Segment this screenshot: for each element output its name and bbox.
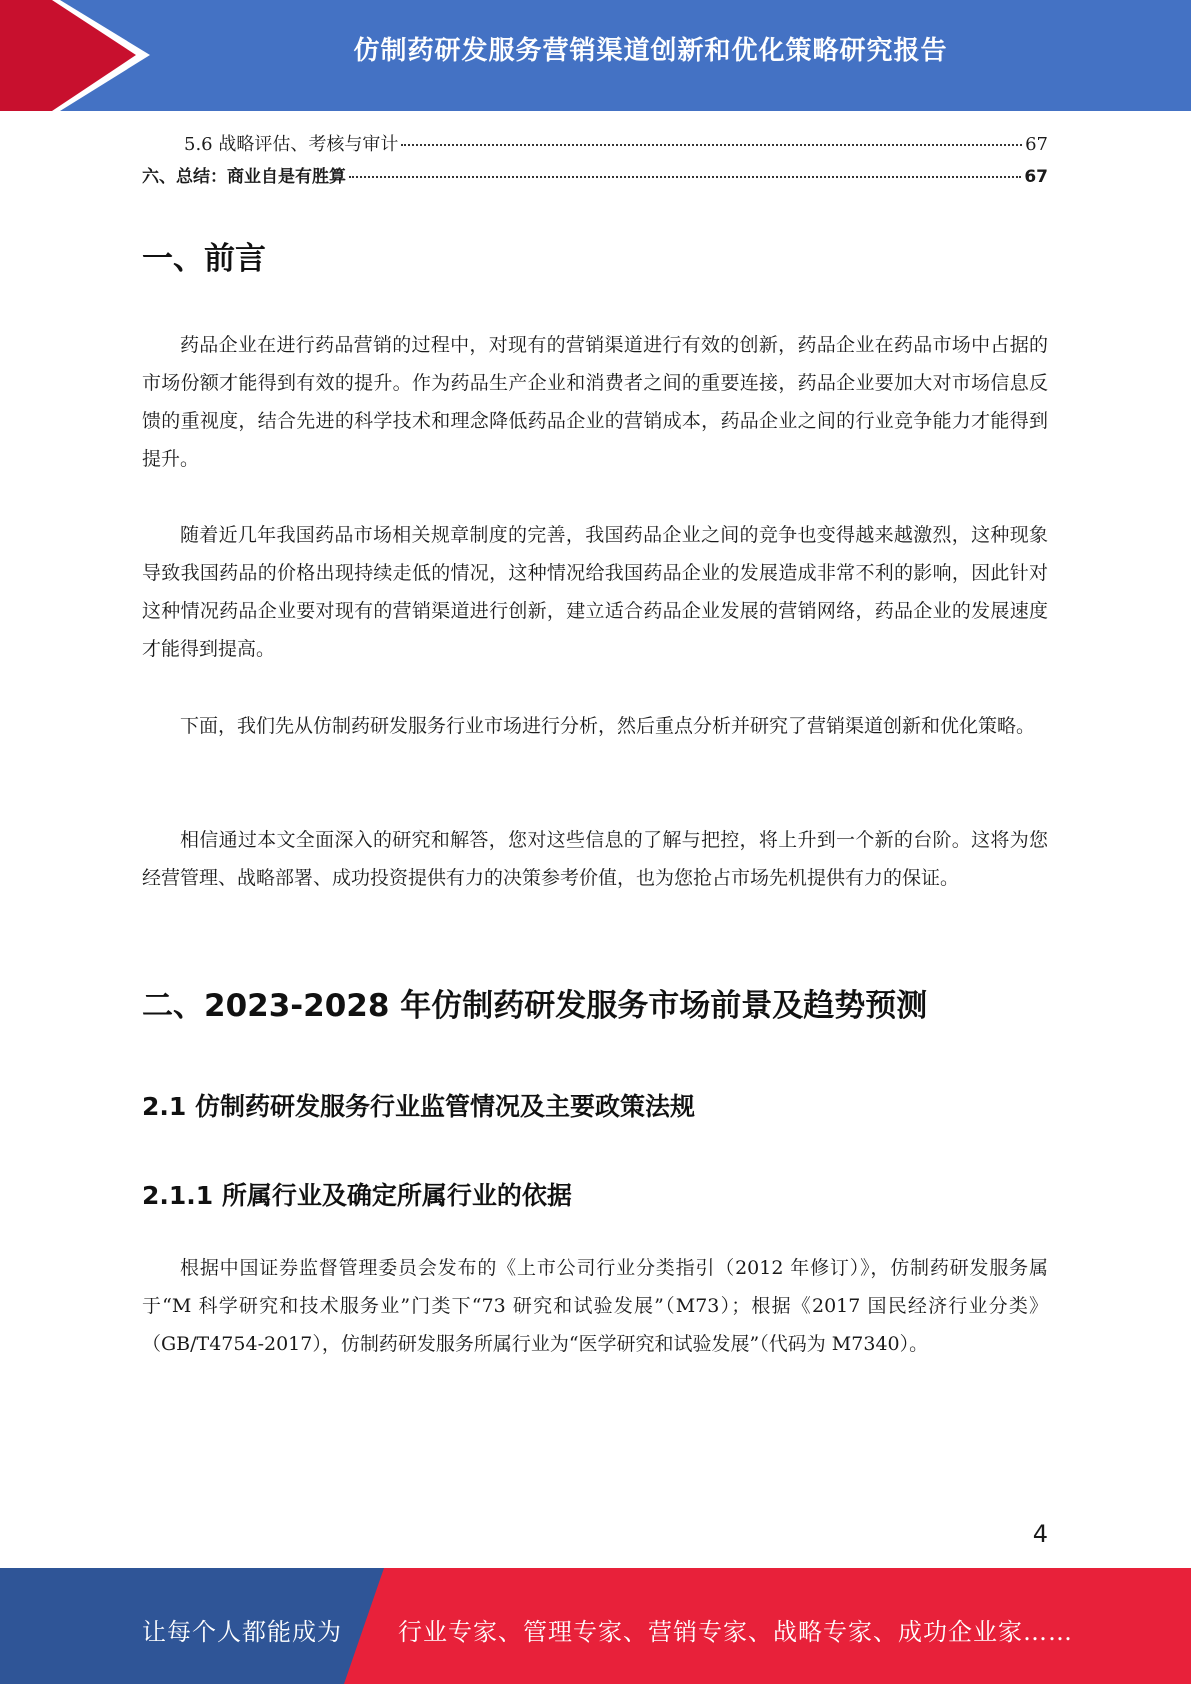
toc-entry-label: 5.6 战略评估、考核与审计 (184, 134, 399, 155)
toc-entry[interactable] (142, 162, 1048, 186)
report-title: 仿制药研发服务营销渠道创新和优化策略研究报告 (353, 36, 948, 66)
page-number: 4 (1032, 1520, 1048, 1548)
toc-entry-label: 六、总结：商业自是有胜算 (142, 167, 346, 187)
toc-entry[interactable] (142, 130, 1048, 154)
toc-leader-dots (349, 176, 1021, 178)
section-heading-chapter-2: 二、2023-2028 年仿制药研发服务市场前景及趋势预测 (142, 988, 928, 1024)
subsection-heading-2-1: 2.1 仿制药研发服务行业监管情况及主要政策法规 (142, 1092, 695, 1121)
section-heading-preface: 一、前言 (142, 241, 266, 277)
toc-leader-dots (401, 144, 1022, 146)
footer-slogan-left: 让每个人都能成为 (142, 1618, 342, 1646)
paragraph: 相信通过本文全面深入的研究和解答，您对这些信息的了解与把控，将上升到一个新的台阶。这将为您经营管理、战略部署、成功投资提供有力的决策参考价值，也为您抢占市场先机提供有力的保证。 (142, 829, 1048, 889)
subsection-heading-2-1-1: 2.1.1 所属行业及确定所属行业的依据 (142, 1181, 572, 1210)
header-chevron-decoration (0, 0, 160, 111)
page-footer (0, 1568, 1191, 1684)
footer-slogan-right: 行业专家、管理专家、营销专家、战略专家、成功企业家…… (398, 1618, 1073, 1646)
page-header (0, 0, 1191, 111)
paragraph: 随着近几年我国药品市场相关规章制度的完善，我国药品企业之间的竞争也变得越来越激烈，这种现象导致我国药品的价格出现持续走低的情况，这种情况给我国药品企业的发展造成非常不利的影响，因此针对这种情况药品企业要对现有的营销渠道进行创新，建立适合药品企业发展的营销网络，药品企业的发展速度才能得到提高。 (142, 524, 1048, 660)
paragraph: 下面，我们先从仿制药研发服务行业市场进行分析，然后重点分析并研究了营销渠道创新和优化策略。 (180, 715, 1036, 737)
paragraph: 药品企业在进行药品营销的过程中，对现有的营销渠道进行有效的创新，药品企业在药品市场中占据的市场份额才能得到有效的提升。作为药品生产企业和消费者之间的重要连接，药品企业要加大对市场信息反馈的重视度，结合先进的科学技术和理念降低药品企业的营销成本，药品企业之间的行业竞争能力才能得到提升。 (142, 334, 1048, 470)
toc-entry-page: 67 (1024, 167, 1048, 187)
paragraph: 根据中国证券监督管理委员会发布的《上市公司行业分类指引（2012 年修订）》，仿制药研发服务属于“M 科学研究和技术服务业”门类下“73 研究和试验发展”（M73）；根据《2017 国民经济行业分类》（GB/T4754-2017），仿制药研发服务所属行业为“医学研究和试验发展”（代码为 M7340）。 (142, 1257, 1048, 1355)
toc-entry-page: 67 (1025, 134, 1048, 155)
